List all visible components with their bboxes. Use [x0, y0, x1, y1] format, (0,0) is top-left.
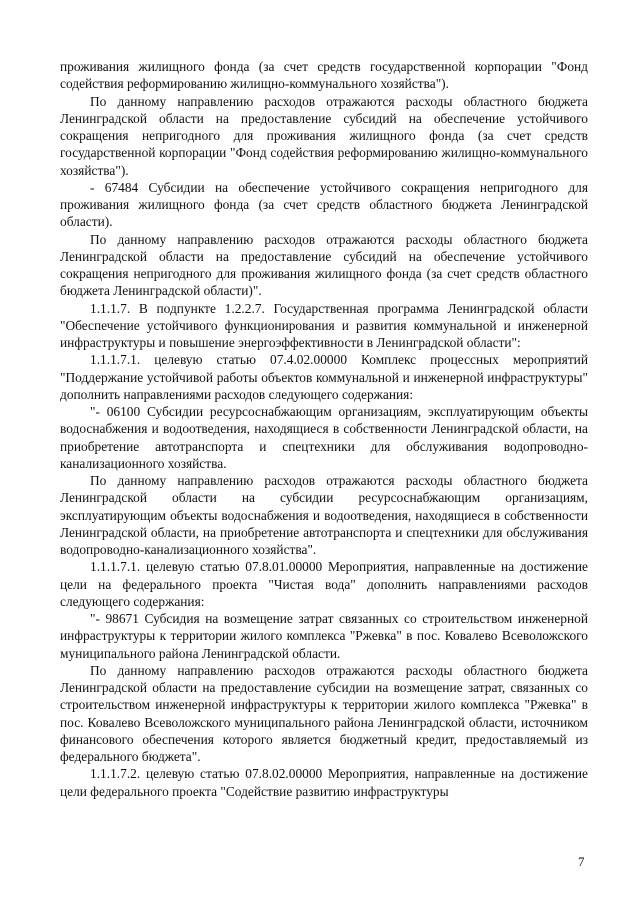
paragraph-10: "- 98671 Субсидия на возмещение затрат связанных со строительством инженерной инфраструктуры к территории жилого комплекса "Ржевка" в пос. Ковалево Всеволожского муниципального района Ленинградской области. — [60, 611, 588, 661]
paragraph-1: проживания жилищного фонда (за счет средств государственной корпорации "Фонд содействия реформированию жилищно-коммунального хозяйства"). — [60, 59, 588, 92]
document-body — [60, 58, 588, 800]
paragraph-8: По данному направлению расходов отражаются расходы областного бюджета Ленинградской области на субсидии ресурсоснабжающим организациям, эксплуатирующим объекты водоснабжения и водоотведения, находящиеся в собственности Ленинградской области, на приобретение автотранспорта и спецтехники для обслуживания водопроводно-канализационного хозяйства". — [60, 473, 588, 557]
paragraph-5: 1.1.1.7. В подпункте 1.2.2.7. Государственная программа Ленинградской области "Обеспечение устойчивого функционирования и развития коммунальной и инженерной инфраструктуры и повышение энергоэффективности в Ленинградской области": — [60, 300, 588, 350]
paragraph-9: 1.1.1.7.1. целевую статью 07.8.01.00000 Мероприятия, направленные на достижение цели на федерального проекта "Чистая вода" дополнить направлениями расходов следующего содержания: — [60, 559, 588, 609]
paragraph-2: По данному направлению расходов отражаются расходы областного бюджета Ленинградской области на предоставление субсидий на обеспечение устойчивого сокращения непригодного для проживания жилищного фонда (за счет средств государственной корпорации "Фонд содействия реформированию жилищно-коммунального хозяйства"). — [60, 93, 588, 178]
paragraph-11: По данному направлению расходов отражаются расходы областного бюджета Ленинградской области на предоставление субсидии на возмещение затрат, связанных со строительством инженерной инфраструктуры к территории жилого комплекса "Ржевка" в пос. Ковалево Всеволожского муниципального района Ленинградской области, источником финансового обеспечения которого является бюджетный кредит, предоставляемый из федерального бюджета". — [60, 662, 588, 764]
page-number: 7 — [578, 854, 585, 869]
paragraph-12: 1.1.1.7.2. целевую статью 07.8.02.00000 Мероприятия, направленные на достижение цели федерального проекта "Содействие развитию инфраструктуры — [60, 766, 588, 799]
paragraph-3: - 67484 Субсидии на обеспечение устойчивого сокращения непригодного для проживания жилищного фонда (за счет средств областного бюджета Ленинградской области). — [60, 179, 588, 230]
paragraph-7: "- 06100 Субсидии ресурсоснабжающим организациям, эксплуатирующим объекты водоснабжения и водоотведения, находящиеся в собственности Ленинградской области, на приобретение автотранспорта и спецтехники для обслуживания водопроводно-канализационного хозяйства. — [60, 404, 588, 471]
paragraph-6: 1.1.1.7.1. целевую статью 07.4.02.00000 Комплекс процессных мероприятий "Поддержание устойчивой работы объектов коммунальной и инженерной инфраструктуры" дополнить направлениями расходов следующего содержания: — [60, 352, 588, 402]
paragraph-4: По данному направлению расходов отражаются расходы областного бюджета Ленинградской области на предоставление субсидий на обеспечение устойчивого сокращения непригодного для проживания жилищного фонда (за счет средств областного бюджета Ленинградской области)". — [60, 231, 588, 299]
